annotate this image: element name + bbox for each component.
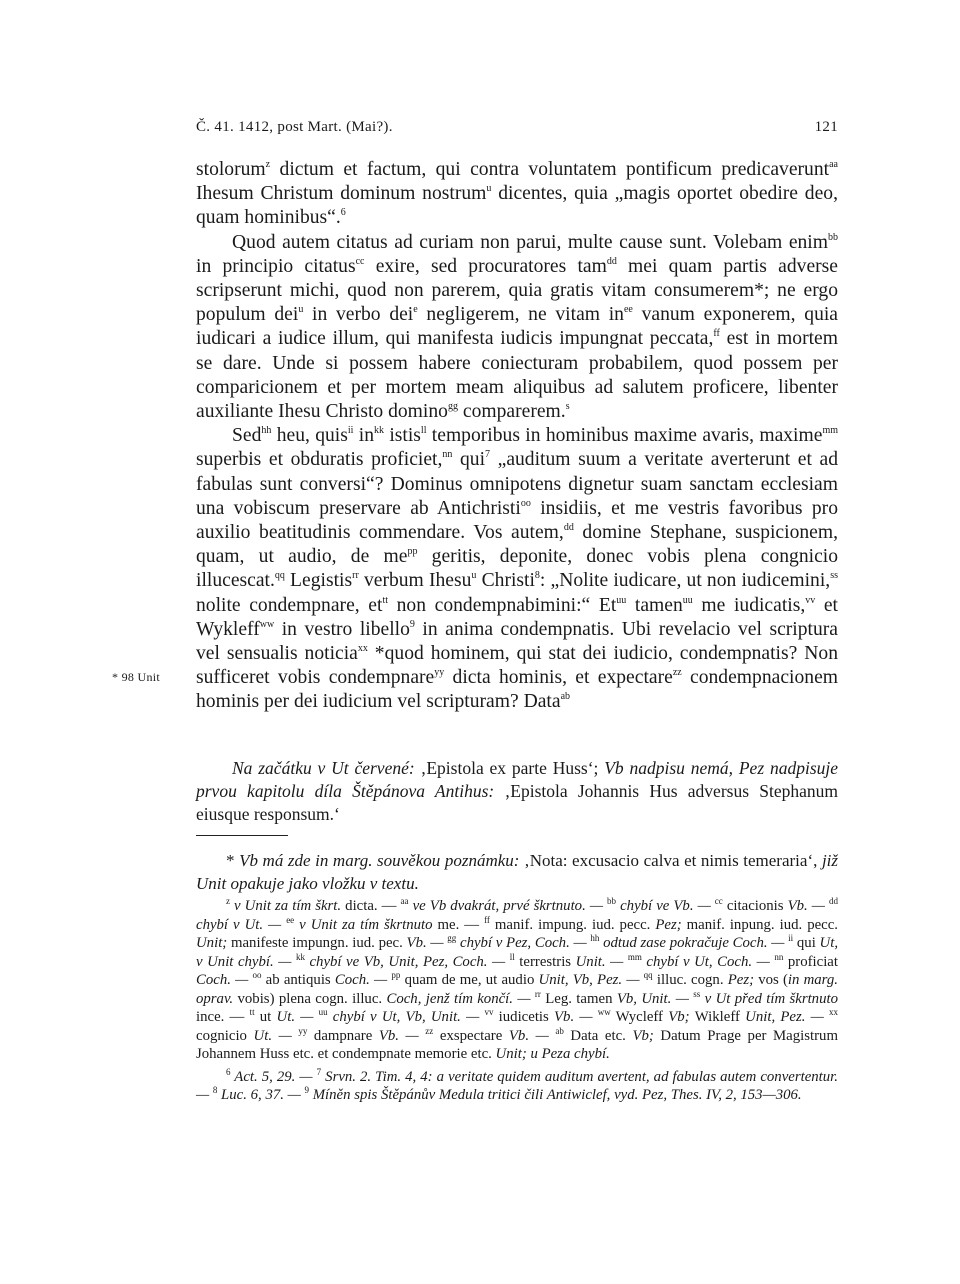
italic-text: v Unit za tím škrtnuto [294, 916, 438, 933]
text-run: ab antiquis [261, 972, 335, 988]
text-run: dicta hominis, et expectare [444, 667, 673, 689]
footnote-marker: 6 [226, 1066, 231, 1077]
italic-text: odtud zase pokračuje Coch. — [599, 935, 789, 951]
footnote-marker: qq [643, 970, 653, 980]
footnote-marker: ab [560, 691, 571, 703]
footnote-marker: dd [563, 522, 574, 534]
footnote-marker: mm [627, 951, 642, 962]
footnote-marker: oo [520, 497, 531, 509]
footnote-marker: 6 [340, 207, 346, 219]
footnote-marker: s [565, 401, 570, 413]
text-run: cognicio [196, 1027, 254, 1044]
italic-text: v Ut před tím škrtnuto [700, 990, 838, 1007]
text-run: et Wykleff [196, 594, 839, 640]
italic-text: Coch, jenž tím končí. — [386, 990, 535, 1007]
footnote-marker: kk [295, 951, 305, 962]
footnote-marker: ww [259, 618, 275, 630]
italic-text: Act. 5, 29. — [230, 1068, 317, 1085]
footnote-marker: vv [484, 1007, 494, 1017]
footnote-marker: u [298, 304, 304, 316]
footnote-marker: uu [318, 1007, 328, 1017]
italic-text: Coch. — [334, 972, 392, 988]
text-run: domine Stephane, suspicionem, quam, ut audio, de me [196, 522, 839, 568]
letter-body [196, 158, 838, 715]
text-run: Wycleff [610, 1009, 669, 1025]
text-run: Sed [232, 425, 262, 447]
footnote-marker: 8 [534, 570, 540, 582]
text-run: Datum Prage per Magistrum Johannem Huss etc. et condempnate memorie etc. [196, 1027, 838, 1062]
text-run: in anima condempnatis. Ubi revelacio vel scriptura vel sensualis noticia [196, 618, 838, 665]
text-run: citacionis [722, 898, 788, 914]
text-run: exspectare [433, 1027, 509, 1044]
footnote-marker: qq [274, 570, 285, 582]
italic-text: ve Vb dvakrát, prvé škrtnuto. — [408, 898, 608, 914]
body-paragraph-2 [196, 231, 838, 425]
footnotes [196, 850, 838, 1105]
italic-text: Vb, Unit. — [616, 990, 694, 1007]
text-run: insidiis, et me vestris favoribus pro auxilio beatitudinis commendare. Vos autem, [196, 497, 838, 544]
text-run: dicentes, quia „magis oportet obedire deo, quam hominibus“. [196, 183, 838, 229]
text-run: geritis, deponite, donec vobis plena congnicio illucescat. [196, 546, 839, 592]
footnote-marker: nn [774, 951, 784, 962]
body-paragraph-3 [196, 424, 838, 714]
footnote-marker: aa [829, 159, 838, 170]
footnote-marker: hh [590, 933, 600, 943]
footnote-marker: 7 [316, 1066, 322, 1077]
footnote-marker: ss [693, 988, 701, 999]
text-run: Christi [476, 570, 535, 592]
italic-text: Coch. — [196, 972, 253, 988]
italic-text: Srvn. 2. Tim. 4, 4: a veritate quidem auditum avertent, ad fabulas autem convertentur. — [196, 1068, 838, 1103]
footnote-marker: ll [420, 425, 427, 437]
text-run: negligerem, ne vitam in [417, 304, 624, 326]
body-paragraph-1 [196, 158, 838, 231]
footnote-marker: yy [434, 667, 445, 679]
text-run: tamen [626, 594, 683, 616]
italic-text: již Unit opakuje jako vložku v textu. [196, 851, 838, 893]
italic-text: Vb. — [508, 1027, 556, 1044]
text-run: me iudicatis, [692, 594, 806, 616]
text-run: dictum et factum, qui contra voluntatem pontificum predicaverunt [270, 159, 830, 180]
footnote-marker: pp [407, 546, 418, 558]
footnote-marker: ee [286, 914, 295, 925]
italic-text: Ut. — [253, 1027, 299, 1044]
italic-text: v Unit za tím škrt. [230, 898, 346, 914]
italic-text: Vb. — [406, 935, 448, 951]
text-run: non condempnabimini:“ Et [388, 594, 617, 616]
footnote-marker: tt [249, 1007, 255, 1017]
text-run: vobis) plena cogn. illuc. [237, 990, 387, 1007]
footnote-marker: rr [534, 988, 541, 999]
footnote-marker: 7 [485, 449, 491, 461]
italic-text: Unit. — [575, 953, 628, 970]
text-run: est in mortem se dare. Unde si possem habere coniecturam probabilem, quod possem per comparicionem et per mortem meam aliquibus ad salutem proficere, libenter auxiliante Ihesu Christo domino [196, 328, 838, 423]
italic-text: Vb; [632, 1027, 661, 1044]
footnote-marker: hh [261, 425, 272, 437]
footnote-marker: xx [357, 643, 368, 655]
text-run: ‚Nota: excusacio calva et nimis temeraria‘, [524, 851, 822, 870]
italic-text: Unit; [196, 935, 231, 951]
footnote-marker: 9 [409, 618, 415, 630]
text-run: in vestro libello [274, 618, 410, 640]
footnote-marker: dd [606, 255, 617, 267]
footnote-marker: u [486, 183, 492, 195]
text-run: vos ( [758, 972, 788, 988]
text-run: Quod autem citatus ad curiam non parui, multe cause sunt. Volebam enim [232, 231, 828, 253]
text-run: manif. impung. iud. pecc. [489, 916, 656, 933]
italic-text: Pez; [655, 916, 687, 933]
text-run: exire, sed procuratores tam [364, 255, 607, 277]
text-run: illuc. cogn. [652, 972, 728, 988]
italic-text: Ut. — [276, 1009, 319, 1025]
italic-text: chybí v Pez, Coch. — [456, 935, 591, 951]
footnote-marker: cc [355, 255, 365, 267]
margin-folio-note: * 98 Unit [112, 670, 161, 684]
text-run: Leg. tamen [540, 990, 617, 1007]
text-run: dampnare [307, 1027, 379, 1044]
text-run: comparerem. [457, 401, 566, 423]
page-number: 121 [814, 119, 838, 135]
text-run: me. — [437, 916, 485, 933]
footnote-marker: gg [447, 933, 457, 943]
footnote-marker: ee [623, 304, 633, 316]
italic-text: Vb; [668, 1009, 695, 1025]
text-run: Data etc. [563, 1027, 633, 1044]
text-run: heu, quis [271, 425, 348, 447]
text-run: ince. — [196, 1009, 250, 1025]
footnote-marker: uu [616, 594, 627, 606]
italic-text: Pez; [727, 972, 759, 988]
text-run: Wikleff [694, 1009, 746, 1025]
italic-text: Ut, v Unit chybí. — [196, 935, 839, 970]
footnote-marker: mm [822, 425, 839, 437]
italic-text: Unit, Vb, Pez. — [538, 972, 644, 988]
footnote-marker: tt [382, 594, 388, 606]
text-run: stolorum [196, 159, 266, 180]
footnote-marker: kk [374, 425, 385, 437]
text-run: superbis et obduratis proficiet, [196, 449, 443, 471]
footnote-marker: zz [425, 1025, 434, 1036]
footnote-marker: oo [252, 970, 262, 980]
footnote-marker: dd [829, 896, 839, 906]
text-run: nolite condempnare, et [196, 594, 383, 616]
footnote-divider [196, 835, 288, 836]
text-run: manifeste impungn. iud. pec. [230, 935, 407, 951]
text-run: iudicetis [493, 1009, 555, 1025]
footnote-marginal-note [196, 850, 838, 895]
text-run: proficiat [783, 953, 838, 970]
footnote-marker: ab [555, 1025, 564, 1036]
text-run: Legistis [284, 570, 353, 592]
text-run: verbum Ihesu [358, 570, 472, 592]
italic-text: chybí ve Vb, Unit, Pez, Coch. — [304, 953, 510, 970]
italic-text: Luc. 6, 37. — [217, 1087, 305, 1103]
footnote-marker: bb [607, 896, 617, 906]
text-run: condempnacionem hominis per dei iudicium vel scripturam? Data [196, 667, 839, 713]
italic-text: Vb. — [787, 898, 830, 914]
text-run: in principio citatus [196, 255, 356, 277]
text-run: quam de me, ut audio [400, 972, 539, 988]
footnote-marker: ll [509, 951, 515, 962]
footnote-marker: nn [442, 449, 453, 461]
footnote-marker: z [265, 159, 271, 170]
italic-text: Vb nadpisu nemá, Pez nadpisuje prvou kapitolu díla Štěpánova Antihus: [196, 758, 839, 801]
text-run: terrestris [514, 953, 576, 970]
footnote-marker: ff [484, 914, 490, 925]
italic-text: Na začátku v Ut červené: [232, 758, 421, 778]
footnote-marker: pp [391, 970, 401, 980]
text-run: Ihesum Christum dominum nostrum [196, 183, 487, 205]
text-run: ‚Epistola ex parte Huss‘; [420, 758, 605, 778]
footnote-marker: ii [788, 933, 794, 943]
footnote-marker: zz [672, 667, 682, 679]
footnote-marker: yy [298, 1025, 308, 1036]
italic-text: Unit, Pez. — [745, 1009, 829, 1025]
text-run: qui [793, 935, 820, 951]
italic-text: chybí v Ut. — [196, 916, 287, 933]
text-run: manif. inpung. iud. pecc. [686, 916, 838, 933]
footnote-marker: aa [400, 896, 409, 906]
text-run: mei quam partis adverse scripserunt michi, quod non parerem, quia gratis vitam consumerem*; ne ergo populum dei [196, 255, 838, 326]
text-run: in [353, 425, 375, 447]
footnote-variants [196, 897, 838, 1064]
running-head-title: Č. 41. 1412, post Mart. (Mai?). [196, 119, 393, 135]
text-run: vanum exponerem, quia iudicari a iudice illum, qui manifesta iudicis impungnat peccata, [196, 304, 838, 350]
text-run: dicta. — [345, 898, 401, 914]
text-run: * [226, 851, 240, 870]
text-run: „auditum suum a veritate averterunt et ad fabulas sunt conversi“? Dominus omnipotens dignetur suam sanctam ecclesiam una vobiscum preservare ab Antichristi [196, 449, 838, 519]
footnote-marker: uu [682, 594, 693, 606]
text-run: qui [452, 449, 486, 471]
footnote-marker: ii [347, 425, 354, 437]
italic-text: Míněn spis Štěpánův Medula tritici čili Antiwiclef, vyd. Pez, Thes. IV, 2, 153—306. [309, 1087, 802, 1103]
footnote-marker: 9 [304, 1085, 310, 1095]
footnote-marker: cc [714, 896, 723, 906]
footnote-marker: vv [805, 594, 816, 606]
footnote-marker: xx [829, 1007, 838, 1017]
footnote-marker: rr [352, 570, 359, 582]
footnote-marker: gg [447, 401, 458, 413]
footnote-references [196, 1068, 838, 1105]
italic-text: Vb. — [378, 1027, 426, 1044]
footnote-marker: u [471, 570, 477, 582]
footnote-marker: z [226, 896, 230, 906]
footnote-marker: ss [830, 570, 838, 582]
text-run: ut [254, 1009, 277, 1025]
text-run: : „Nolite iudicare, ut non iudicemini, [539, 570, 831, 592]
footnote-marker: bb [828, 231, 838, 243]
footnote-marker: ff [713, 328, 720, 340]
editor-note [196, 757, 838, 826]
footnote-marker: e [413, 304, 418, 316]
italic-text: Vb má zde in marg. souvěkou poznámku: [239, 851, 525, 870]
italic-text: chybí ve Vb. — [616, 898, 715, 914]
italic-text: chybí v Ut, Coch. — [641, 953, 775, 970]
editor-note-paragraph [196, 757, 838, 826]
italic-text: in marg. oprav. [196, 972, 838, 1007]
text-run: temporibus in hominibus maxime avaris, maxime [426, 425, 823, 447]
italic-text: chybí v Ut, Vb, Unit. — [327, 1009, 485, 1025]
text-run: ‚Epistola Johannis Hus adversus Stephanum eiusque responsum.‘ [196, 781, 838, 824]
text-run: istis [384, 425, 421, 447]
italic-text: Unit; u Peza chybí. [495, 1046, 610, 1062]
text-run: *quod hominem, qui stat dei iudicio, condempnatis? Non sufficeret vobis condempnare [196, 643, 838, 689]
footnote-marker: 8 [212, 1085, 218, 1095]
footnote-marker: ww [597, 1007, 611, 1017]
text-run: in verbo dei [303, 304, 414, 326]
italic-text: Vb. — [554, 1009, 598, 1025]
